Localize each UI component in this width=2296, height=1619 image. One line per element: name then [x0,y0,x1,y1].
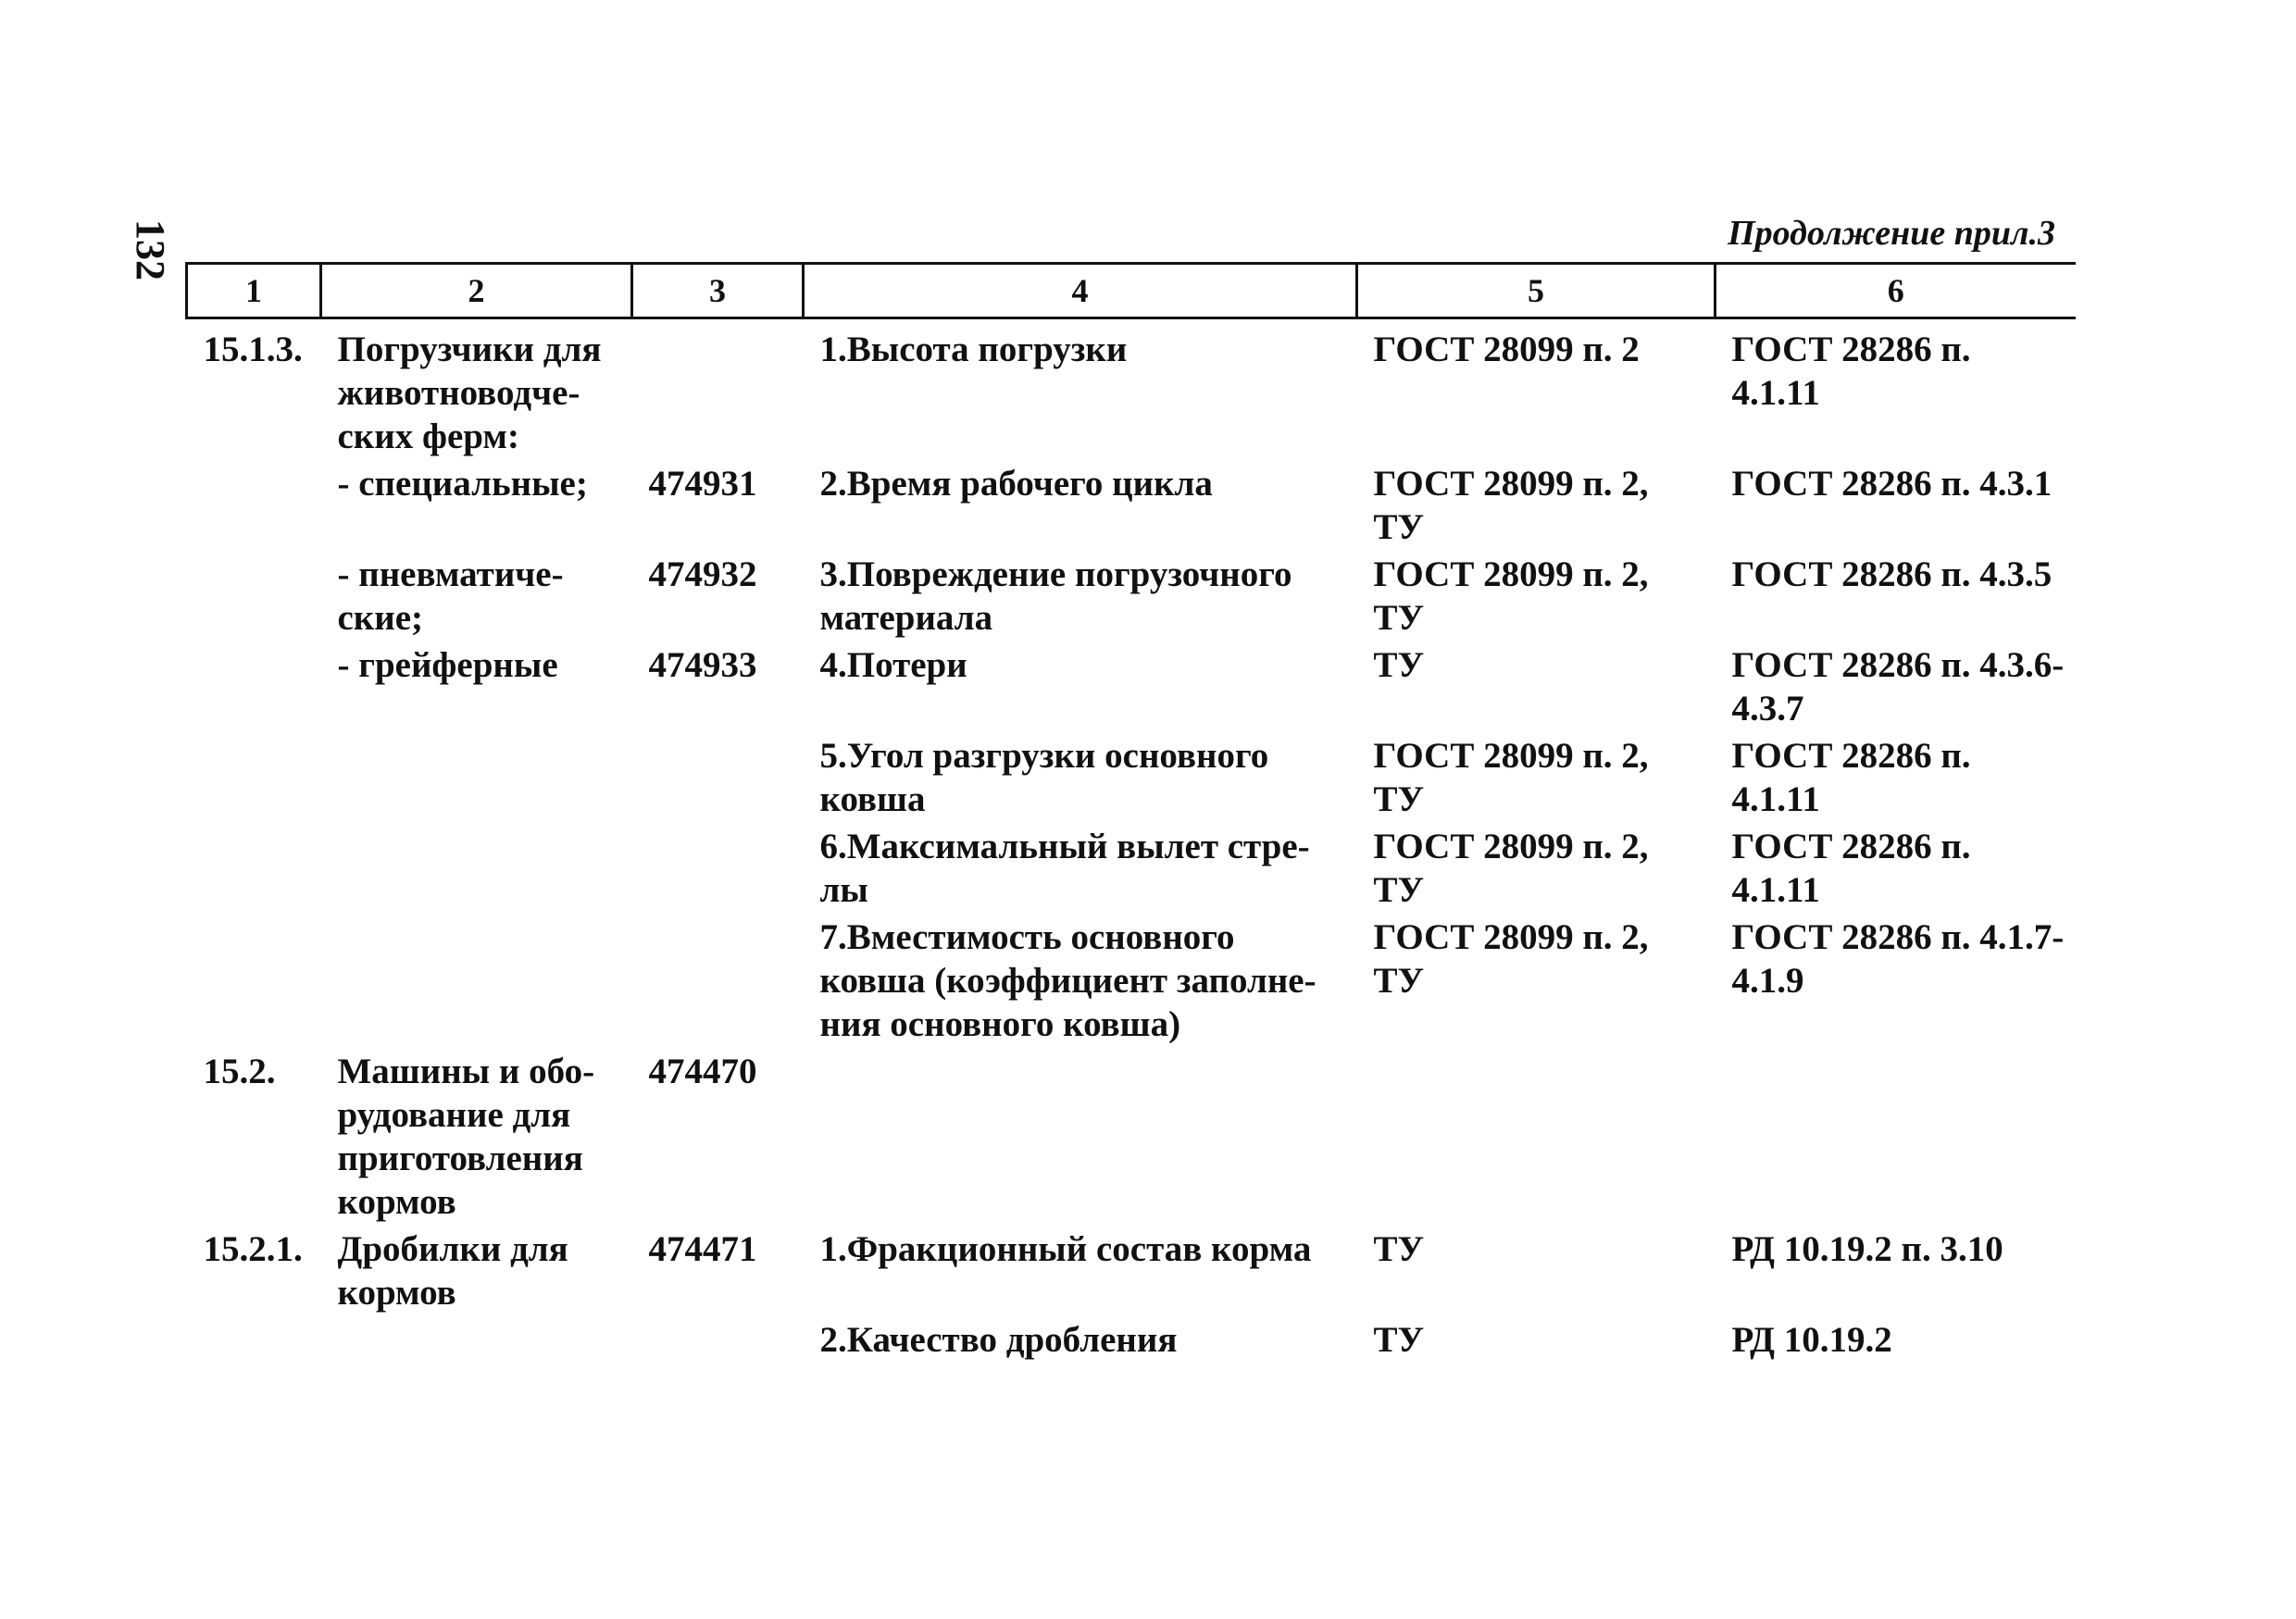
parameter: 4.Потери [819,644,967,685]
item-name [321,1318,632,1365]
normative-doc: ГОСТ 28099 п. 2, ТУ [1373,916,1649,1001]
test-method-doc: ГОСТ 28286 п. 4.3.6-4.3.7 [1731,644,2065,729]
item-name: Погрузчики для животноводче-ских ферм: [337,329,602,456]
item-name: Машины и обо-рудование для приготовления кормов [337,1051,595,1222]
item-number [187,734,321,825]
appendix-table [185,262,2074,1365]
item-code [632,1318,804,1365]
item-code [632,915,804,1050]
item-name [321,915,632,1050]
item-number [187,825,321,915]
item-code: 474470 [648,1051,757,1091]
test-method-doc: РД 10.19.2 п. 3.10 [1731,1228,2003,1269]
header-cell: 5 [1357,264,1716,318]
parameter: 5.Угол разгрузки основного ковша [819,735,1269,819]
table-row [187,825,2076,915]
test-method-doc: ГОСТ 28286 п. 4.1.11 [1731,735,1971,819]
test-method-doc: ГОСТ 28286 п. 4.3.1 [1731,463,2053,504]
table-row [187,328,2076,462]
header-row [187,264,2076,318]
parameter: 6.Максимальный вылет стре-лы [819,826,1310,910]
item-name: - пневматиче-ские; [337,554,564,638]
normative-doc: ГОСТ 28099 п. 2, ТУ [1373,735,1649,819]
item-number [187,1318,321,1365]
parameter: 1.Фракционный состав корма [819,1228,1312,1269]
item-code: 474931 [648,463,757,504]
normative-doc: ТУ [1373,1319,1425,1360]
table-row [187,1318,2076,1365]
page-number: 132 [128,219,173,280]
test-method-doc: ГОСТ 28286 п. 4.1.7-4.1.9 [1731,916,2065,1001]
item-number: 15.2.1. [203,1228,303,1269]
header-cell: 4 [804,264,1357,318]
requirements-table [185,262,2076,1365]
test-method-doc [1716,1050,2076,1227]
item-code: 474933 [648,644,757,685]
normative-doc: ГОСТ 28099 п. 2, ТУ [1373,554,1649,638]
normative-doc: ТУ [1373,644,1425,685]
item-name [321,825,632,915]
table-row [187,643,2076,734]
item-name: - грейферные [337,644,558,685]
item-number: 15.2. [203,1051,276,1091]
item-number [187,915,321,1050]
normative-doc: ГОСТ 28099 п. 2, ТУ [1373,826,1649,910]
header-cell: 2 [321,264,632,318]
normative-doc: ГОСТ 28099 п. 2 [1373,329,1640,369]
header-cell: 6 [1716,264,2076,318]
item-name: Дробилки для кормов [337,1228,568,1313]
header-cell: 1 [187,264,321,318]
test-method-doc: ГОСТ 28286 п. 4.3.5 [1731,554,2053,594]
normative-doc: ГОСТ 28099 п. 2, ТУ [1373,463,1649,547]
table-row [187,462,2076,553]
header-cell: 3 [632,264,804,318]
table-row [187,915,2076,1050]
table-row [187,734,2076,825]
test-method-doc: ГОСТ 28286 п. 4.1.11 [1731,329,1971,413]
item-number [187,462,321,553]
item-number [187,553,321,643]
normative-doc: ТУ [1373,1228,1425,1269]
item-code [632,734,804,825]
item-number: 15.1.3. [203,329,303,369]
item-name: - специальные; [337,463,588,504]
parameter: 2.Качество дробления [819,1319,1178,1360]
test-method-doc: РД 10.19.2 [1731,1319,1892,1360]
item-number [187,643,321,734]
parameter: 2.Время рабочего цикла [819,463,1213,504]
parameter: 1.Высота погрузки [819,329,1128,369]
item-code [632,825,804,915]
parameter [804,1050,1357,1227]
table-row [187,553,2076,643]
item-code [632,328,804,462]
item-name [321,734,632,825]
table-row [187,1227,2076,1318]
normative-doc [1357,1050,1716,1227]
parameter: 7.Вместимость основного ковша (коэффициент заполне-ния основного ковша) [819,916,1316,1044]
item-code: 474932 [648,554,757,594]
table-row [187,1050,2076,1227]
test-method-doc: ГОСТ 28286 п. 4.1.11 [1731,826,1971,910]
parameter: 3.Повреждение погрузочного материала [819,554,1292,638]
continuation-label: Продолжение прил.3 [1728,214,2055,253]
item-code: 474471 [648,1228,757,1269]
